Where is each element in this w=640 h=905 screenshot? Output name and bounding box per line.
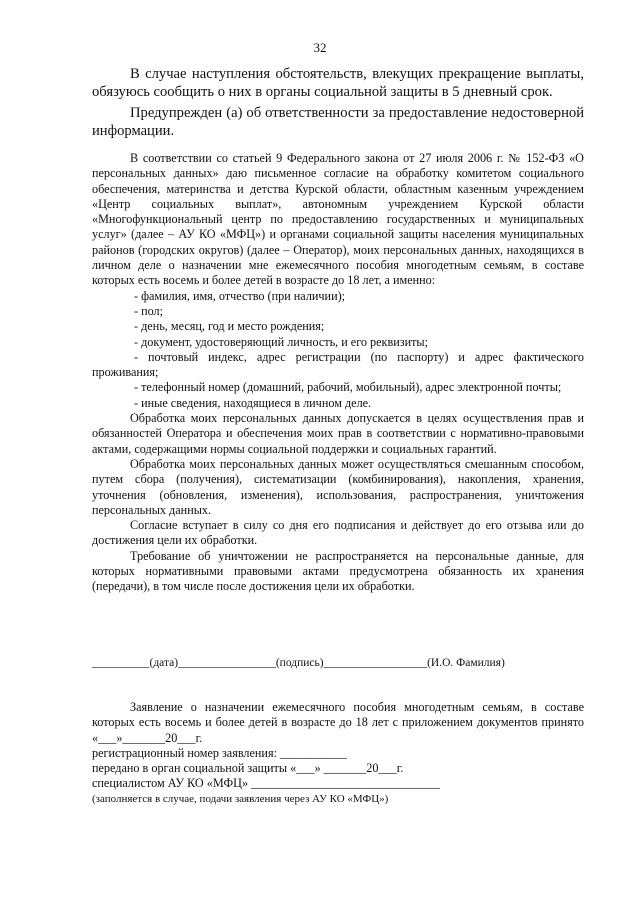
registration-number: регистрационный номер заявления: ___________ bbox=[92, 745, 348, 760]
paragraph-processing-method: Обработка моих персональных данных может осуществляться смешанным способом, путем сбора (получения), систематизации (комбинирования), накопления, хранения, уточнения (обновления, изменения), использования, распространения, уничтожения персональных данных. bbox=[92, 456, 584, 517]
page-number: 32 bbox=[313, 40, 327, 55]
paragraph-validity: Согласие вступает в силу со дня его подписания и действует до его отзыва или до достижения цели их обработки. bbox=[92, 518, 584, 548]
list-item: - телефонный номер (домашний, рабочий, мобильный), адрес электронной почты; bbox=[134, 380, 562, 395]
registration-block bbox=[92, 700, 584, 806]
signature-line: __________(дата)_________________(подпись)__________________(И.О. Фамилия) bbox=[92, 657, 505, 669]
body-consent bbox=[92, 151, 584, 595]
list-item: - фамилия, имя, отчество (при наличии); bbox=[134, 288, 346, 303]
footer-note: (заполняется в случае, подачи заявления через АУ КО «МФЦ») bbox=[92, 792, 389, 805]
paragraph-warning: Предупрежден (а) об ответственности за предоставление недостоверной информации. bbox=[92, 105, 584, 139]
list-item: - документ, удостоверяющий личность, и его реквизиты; bbox=[134, 334, 428, 349]
paragraph-destruction: Требование об уничтожении не распространяется на персональные данные, для которых нормативными правовыми актами предусмотрена обязанность их хранения (передачи), в том числе после достижения цели их обработки. bbox=[92, 548, 584, 594]
specialist-line: специалистом АУ КО «МФЦ» _______________________________ bbox=[92, 776, 441, 791]
paragraph-obligation: В случае наступления обстоятельств, влекущих прекращение выплаты, обязуюсь сообщить о них в органы социальной защиты в 5 дневный срок. bbox=[92, 66, 584, 100]
list-item: - почтовый индекс, адрес регистрации (по паспорту) и адрес фактического проживания; bbox=[92, 349, 584, 380]
body-top bbox=[92, 66, 584, 140]
paragraph-consent: В соответствии со статьей 9 Федерального закона от 27 июля 2006 г. № 152-ФЗ «О персональных данных» даю письменное согласие на обработку комитетом социального обеспечения, материнства и детства Курской области, областным казенным учреждением «Центр социальных выплат», автономным учреждением Курской области «Многофункциональный центр по предоставлению государственных и муниципальных услуг» (далее – АУ КО «МФЦ») и органами социальной защиты населения муниципальных районов (городских округов) (далее – Оператор), моих персональных данных, находящихся в личном деле о назначении мне ежемесячного пособия многодетным семьям, в составе которых есть восемь и более детей в возрасте до 18 лет, а именно: bbox=[92, 151, 584, 288]
transfer-date: передано в орган социальной защиты «___» _______20___г. bbox=[92, 761, 404, 776]
list-item: - пол; bbox=[134, 303, 164, 318]
paragraph-processing-purpose: Обработка моих персональных данных допускается в целях осуществления прав и обязанностей Оператора и обеспечения моих прав в соответствии с нормативно-правовыми актами, содержащими нормы социальной поддержки и социальных гарантий. bbox=[92, 411, 584, 456]
list-item: - иные сведения, находящиеся в личном деле. bbox=[134, 395, 372, 410]
registration-statement: Заявление о назначении ежемесячного пособия многодетным семьям, в составе которых есть восемь и более детей в возрасте до 18 лет с приложением документов принято «___»_______20___г. bbox=[92, 700, 584, 745]
list-item: - день, месяц, год и место рождения; bbox=[134, 319, 325, 334]
